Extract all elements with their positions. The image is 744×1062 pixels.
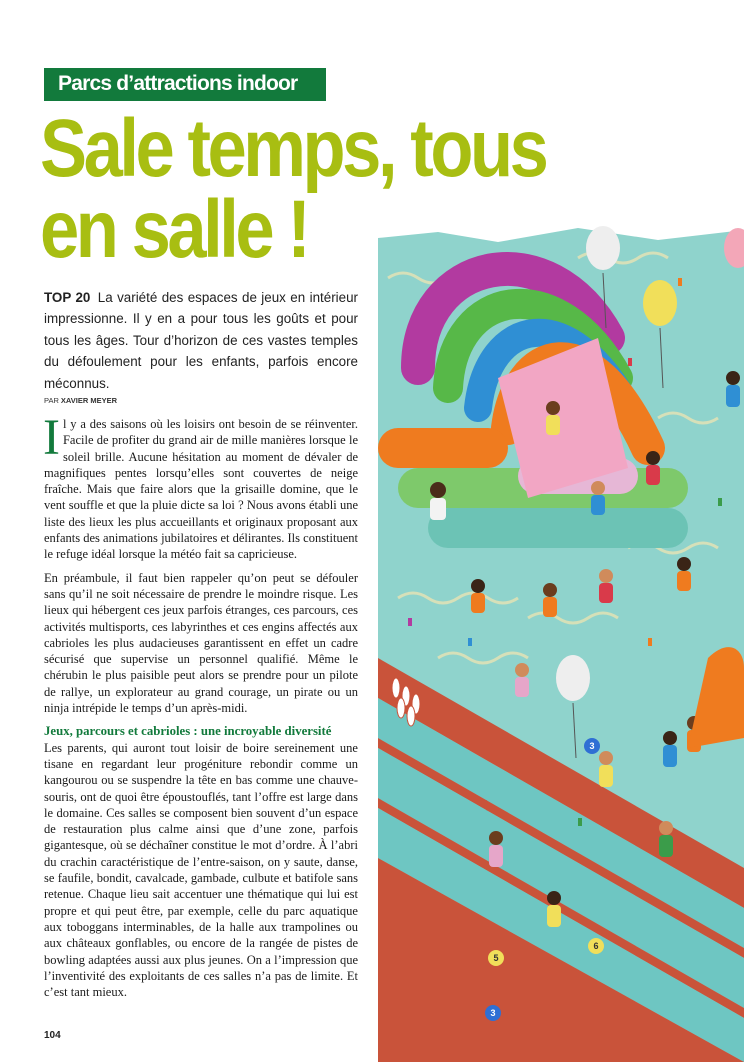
byline [44, 396, 117, 405]
byline-prefix: PAR [44, 396, 59, 405]
subheading: Jeux, parcours et cabrioles : une incroyable diversité [44, 724, 332, 739]
ball-number-1: 3 [589, 741, 595, 751]
byline-author: XAVIER MEYER [60, 396, 117, 405]
paragraph-3: Les parents, qui auront tout loisir de boire sereinement une tisane en regardant leur progéniture rebondir comme un kangourou ou se suspendre la tête en bas comme une chauve-souris, ont de quoi être époustouflés, tant l’offre est large dans le domaine. Ces salles se composent bien souvent d’un espace de restauration plus calme ainsi que d’une zone, parfois gigantesque, où se déchaîner constitue le mot d’ordre. À l’abri du crachin caractéristique de l’entre-saison, on y saute, danse, se faufile, bondit, cavalcade, gambade, culbute et batifole sans retenue. Chaque lieu sait accentuer une thématique qui lui est propre et qui peut être, par exemple, celle du parc aquatique aux toboggans interminables, de la halle aux trampolines ou aux châteaux gonflables, ou encore de la rangée de pistes de bowling adaptées aussi aux plus jeunes. On a l’impression que l’inventivité des exploitants de ces salles n’a pas de limite. Et c’est tant mieux. [44, 740, 358, 1000]
standfirst-tag: TOP 20 [44, 290, 91, 305]
bouncy-castle-illustration-icon [378, 218, 744, 1062]
title-line-1: Sale temps, tous [40, 103, 546, 194]
title-line-2: en salle ! [40, 184, 308, 275]
standfirst [44, 287, 358, 394]
drop-cap: I [43, 410, 60, 466]
article-body [43, 410, 358, 1007]
paragraph-2: En préambule, il faut bien rappeler qu’on peut se défouler sans qu’il ne soit nécessaire de prendre le moindre risque. Les lieux qui hébergent ces jeux parfois étranges, ces parcours, ces activités multisports, ces labyrinthes et ces engins affectés aux cabrioles les plus audacieuses garantissent en effet un cadre sécurisé que supervise un personnel qualifié. Même le chérubin le plus paisible peut alors se prendre pour un pilote de rallye, un explorateur au grand courage, un pirate ou un ninja intrépide le temps d’un après-midi. [44, 570, 358, 716]
page-number: 104 [44, 1030, 61, 1041]
section-label-text: Parcs d’attractions indoor [58, 72, 298, 95]
ball-number-4: 3 [490, 1008, 496, 1018]
ball-number-3: 5 [493, 953, 499, 963]
paragraph-1-text: l y a des saisons où les loisirs ont besoin de se réinventer. Facile de profiter du grand air de mille manières lorsque le soleil brille. Aucune hésitation au moment de dévaler de magnifiques pentes lorsqu’elles sont couvertes de neige fraîche. Mais que faire alors que la grisaille domine, que le vent souffle et que la pluie dicte sa loi ? Nous avons établi une liste des lieux les plus accueillants et originaux proposant aux enfants des animations jubilatoires et délirantes. Ils constituent le refuge idéal lorsque la météo fait sa capricieuse. [44, 417, 358, 562]
standfirst-text: La variété des espaces de jeux en intérieur impressionne. Il y en a pour tous les goûts et pour tous les âges. Tour d’horizon de ces vastes temples du défoulement pour les enfants, parfois encore méconnus. [44, 290, 358, 391]
section-label [44, 68, 326, 101]
paragraph-1 [43, 410, 358, 563]
ball-number-2: 6 [593, 941, 599, 951]
